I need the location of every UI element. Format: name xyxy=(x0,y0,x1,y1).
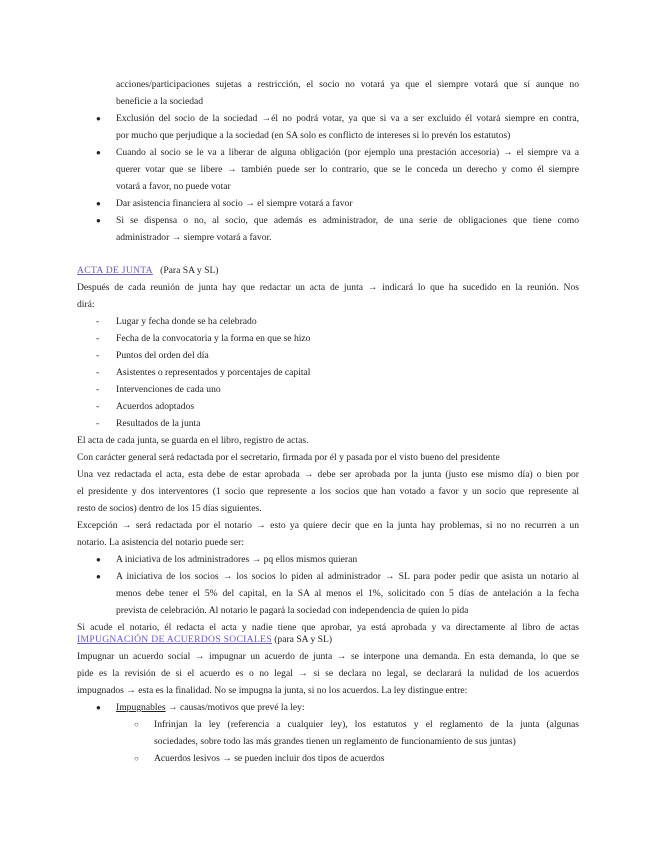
dash-icon: - xyxy=(96,384,100,395)
dash-icon: - xyxy=(96,367,100,378)
list-item: - Resultados de la junta xyxy=(77,415,579,432)
list-item xyxy=(77,212,579,246)
text-line: A iniciativa de los socios → los socios lo piden al administrador → SL para poder pedir que asista un notario al xyxy=(116,571,579,582)
acta-contents-list xyxy=(77,313,579,432)
text-line: Con carácter general será redactada por el secretario, firmada por él y pasada por el visto bueno del presidente xyxy=(77,452,500,463)
text-line: Excepción → será redactada por el notario → esto ya quiere decir que en la junta hay problemas, si no no recurren a un xyxy=(77,520,579,531)
text-line: acciones/participaciones sujetas a restricción, el socio no votará ya que el siempre votará que sí aunque no xyxy=(116,79,579,90)
text-line: Si se dispensa o no, al socio, que además es administrador, de una serie de obligaciones que tiene como xyxy=(116,215,579,226)
top-section xyxy=(77,76,579,246)
text-line: administrador → siempre votará a favor. xyxy=(116,232,272,243)
bullet-icon: ● xyxy=(96,703,101,712)
text-line: resto de socios) dentro de los 15 días siguientes. xyxy=(77,503,262,514)
list-item xyxy=(77,551,579,568)
bullet-icon: ● xyxy=(96,555,101,564)
impugnables-list xyxy=(77,699,579,716)
list-item: - Puntos del orden del día xyxy=(77,347,579,364)
text-line: impugnados → esta es la finalidad. No se impugna la junta, si no los acuerdos. La ley distingue entre: xyxy=(77,685,468,696)
heading-note: (Para SA y SL) xyxy=(160,265,219,276)
bullet-icon: ● xyxy=(96,114,101,123)
text-line: Cuando al socio se le va a liberar de alguna obligación (por ejemplo una prestación accesoria) → el siempre va a xyxy=(116,147,579,158)
list-item: - Lugar y fecha donde se ha celebrado xyxy=(77,313,579,330)
notary-bullet-list xyxy=(77,551,579,619)
text-line: por mucho que perjudique a la sociedad (en SA solo es conflicto de intereses si lo prevén los estatutos) xyxy=(116,130,511,141)
text-line: notario. La asistencia del notario puede ser: xyxy=(77,537,245,548)
text-line: pide es la revisión de si el acuerdo es o no legal → si se declara no legal, se declarará la nulidad de los acuerdos xyxy=(77,668,579,679)
conflict-bullet-list xyxy=(77,110,579,246)
heading-note: (para SA y SL) xyxy=(274,634,333,645)
impugnables-rest: → causas/motivos que prevé la ley: xyxy=(165,702,305,713)
list-item xyxy=(77,568,579,619)
circle-bullet-icon: ○ xyxy=(134,720,139,729)
list-item xyxy=(77,750,579,767)
dash-icon: - xyxy=(96,418,100,429)
list-item: - Acuerdos adoptados xyxy=(77,398,579,415)
bullet-icon: ● xyxy=(96,148,101,157)
dash-icon: - xyxy=(96,350,100,361)
section-heading xyxy=(77,631,579,648)
list-item: - Asistentes o representados y porcentajes de capital xyxy=(77,364,579,381)
text-line: El acta de cada junta, se guarda en el libro, registro de actas. xyxy=(77,435,309,446)
text-line: Después de cada reunión de junta hay que redactar un acta de junta → indicará lo que ha sucedido en la reunión. Nos xyxy=(77,282,579,293)
text-line: Exclusión del socio de la sociedad →él no podrá votar, ya que si va a ser excluido él votará siempre en contra, xyxy=(116,113,579,124)
list-item: - Intervenciones de cada uno xyxy=(77,381,579,398)
text-line: votará a favor, no puede votar xyxy=(116,181,231,192)
dash-icon: - xyxy=(96,333,100,344)
section-heading xyxy=(77,262,579,279)
bullet-icon: ● xyxy=(96,572,101,581)
text-line: el presidente y dos interventores (1 socio que represente a los socios que han votado a favor y un socio que represente al xyxy=(77,486,579,497)
impugnacion-section xyxy=(77,631,579,767)
impugnables-label: Impugnables xyxy=(116,702,166,713)
impugnables-sub-list xyxy=(77,716,579,767)
list-item: - Fecha de la convocatoria y la forma en que se hizo xyxy=(77,330,579,347)
text-line: A iniciativa de los administradores → pq ellos mismos quieran xyxy=(116,554,358,565)
text-line: prevista de celebración. Al notario le pagará la sociedad con independencia de quien lo pida xyxy=(116,605,469,616)
bullet-icon: ● xyxy=(96,216,101,225)
dash-icon: - xyxy=(96,316,100,327)
list-item xyxy=(77,195,579,212)
text-line: Si acude el notario, él redacta el acta y nadie tiene que aprobar, ya está aprobada y va directamente al libro de actas xyxy=(77,622,579,633)
bullet-icon: ● xyxy=(96,199,101,208)
text-line: Una vez redactada el acta, esta debe de estar aprobada → debe ser aprobada por la junta (justo ese mismo día) o bien por xyxy=(77,469,579,480)
text-line: dirá: xyxy=(77,299,95,310)
list-item xyxy=(77,699,579,716)
acta-heading-link[interactable]: ACTA DE JUNTA xyxy=(77,265,153,276)
text-line: menos debe tener el 5% del capital, en la SA al menos el 1%, solicitado con 5 días de antelación a la fecha xyxy=(116,588,579,599)
text-line: Impugnar un acuerdo social → impugnar un acuerdo de junta → se interpone una demanda. En esta demanda, lo que se xyxy=(77,651,579,662)
list-item xyxy=(77,110,579,144)
text-line: Infrinjan la ley (referencia a cualquier ley), los estatutos y el reglamento de la junta (algunas xyxy=(154,719,579,730)
text-line: sociedades, sobre todo las más grandes tienen un reglamento de funcionamiento de sus juntas) xyxy=(154,736,516,747)
list-item xyxy=(77,716,579,750)
dash-icon: - xyxy=(96,401,100,412)
circle-bullet-icon: ○ xyxy=(134,754,139,763)
impugnacion-heading-link[interactable]: IMPUGNACIÓN DE ACUERDOS SOCIALES xyxy=(77,634,272,645)
text-line: Dar asistencia financiera al socio → el siempre votará a favor xyxy=(116,198,353,209)
acta-section xyxy=(77,262,579,636)
text-line: Acuerdos lesivos → se pueden incluir dos tipos de acuerdos xyxy=(154,753,385,764)
list-item xyxy=(77,144,579,195)
text-line: beneficie a la sociedad xyxy=(116,96,204,107)
text-line: querer votar que se libere → también puede ser lo contrario, que se le conceda un derecho y como él siempre xyxy=(116,164,579,175)
